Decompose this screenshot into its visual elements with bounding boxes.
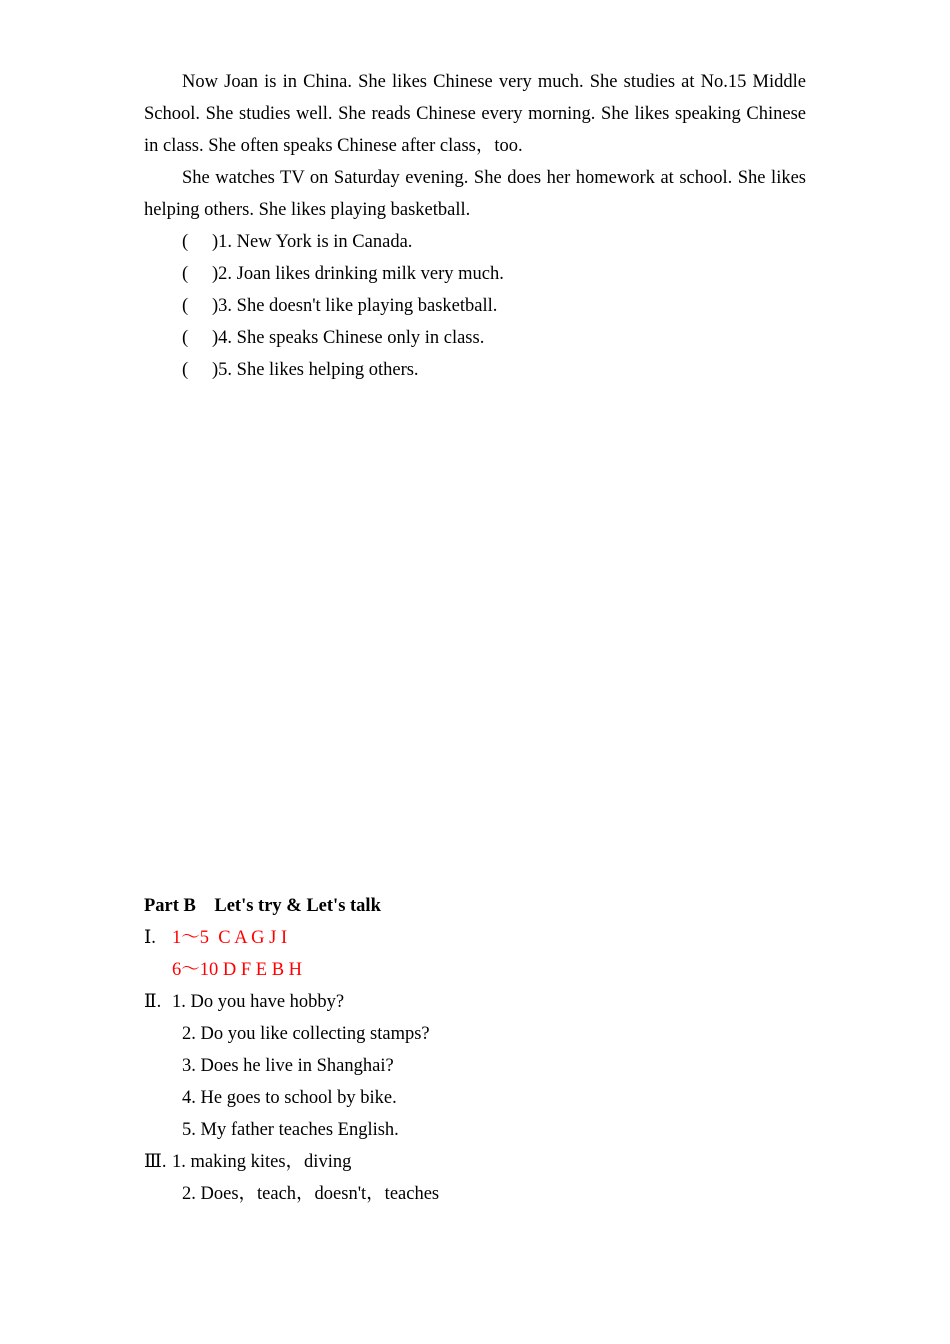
section-2-item-4: 4. He goes to school by bike. [182,1088,397,1108]
section-2-item-5: 5. My father teaches English. [182,1120,399,1140]
section-3-item-1 [144,1146,806,1178]
question-text: )5. She likes helping others. [212,360,419,380]
answer-line: 1. making kites，diving [172,1152,352,1172]
answer-blank[interactable]: ( [182,232,189,252]
answer-heading: Part B Let's try & Let's talk [144,896,381,916]
passage-paragraph-2: She watches TV on Saturday evening. She does her homework at school. She likes helping others. She likes playing basketball. [144,168,806,220]
question-text: )3. She doesn't like playing basketball. [212,296,498,316]
section-numeral: Ⅱ. [144,992,162,1012]
question-3 [144,290,806,322]
question-text: )4. She speaks Chinese only in class. [212,328,485,348]
answer-blank[interactable]: ( [182,264,189,284]
answer-line: 1. Do you have hobby? [172,992,345,1012]
question-1 [144,226,806,258]
passage-paragraph-1: Now Joan is in China. She likes Chinese very much. She studies at No.15 Middle School. She studies well. She reads Chinese every morning. She likes speaking Chinese in class. She often speaks Chinese after class，too. [144,72,806,156]
section-1-line-1 [144,922,806,954]
question-5 [144,354,806,386]
answer-blank[interactable]: ( [182,296,189,316]
section-2-item-1 [144,986,806,1018]
question-text: )2. Joan likes drinking milk very much. [212,264,504,284]
question-text: )1. New York is in Canada. [212,232,413,252]
answer-key [144,890,806,1210]
section-3-item-2: 2. Does，teach，doesn't，teaches [182,1184,440,1204]
question-4 [144,322,806,354]
section-1-line-2: 6～10 D F E B H [172,960,303,980]
answer-blank[interactable]: ( [182,360,189,380]
section-2-item-2: 2. Do you like collecting stamps? [182,1024,430,1044]
section-numeral: Ⅰ. [144,928,156,948]
question-2 [144,258,806,290]
reading-passage [144,66,806,386]
answer-blank[interactable]: ( [182,328,189,348]
section-2-item-3: 3. Does he live in Shanghai? [182,1056,394,1076]
answer-line: 1～5 C A G J I [172,928,288,948]
section-numeral: Ⅲ. [144,1152,167,1172]
